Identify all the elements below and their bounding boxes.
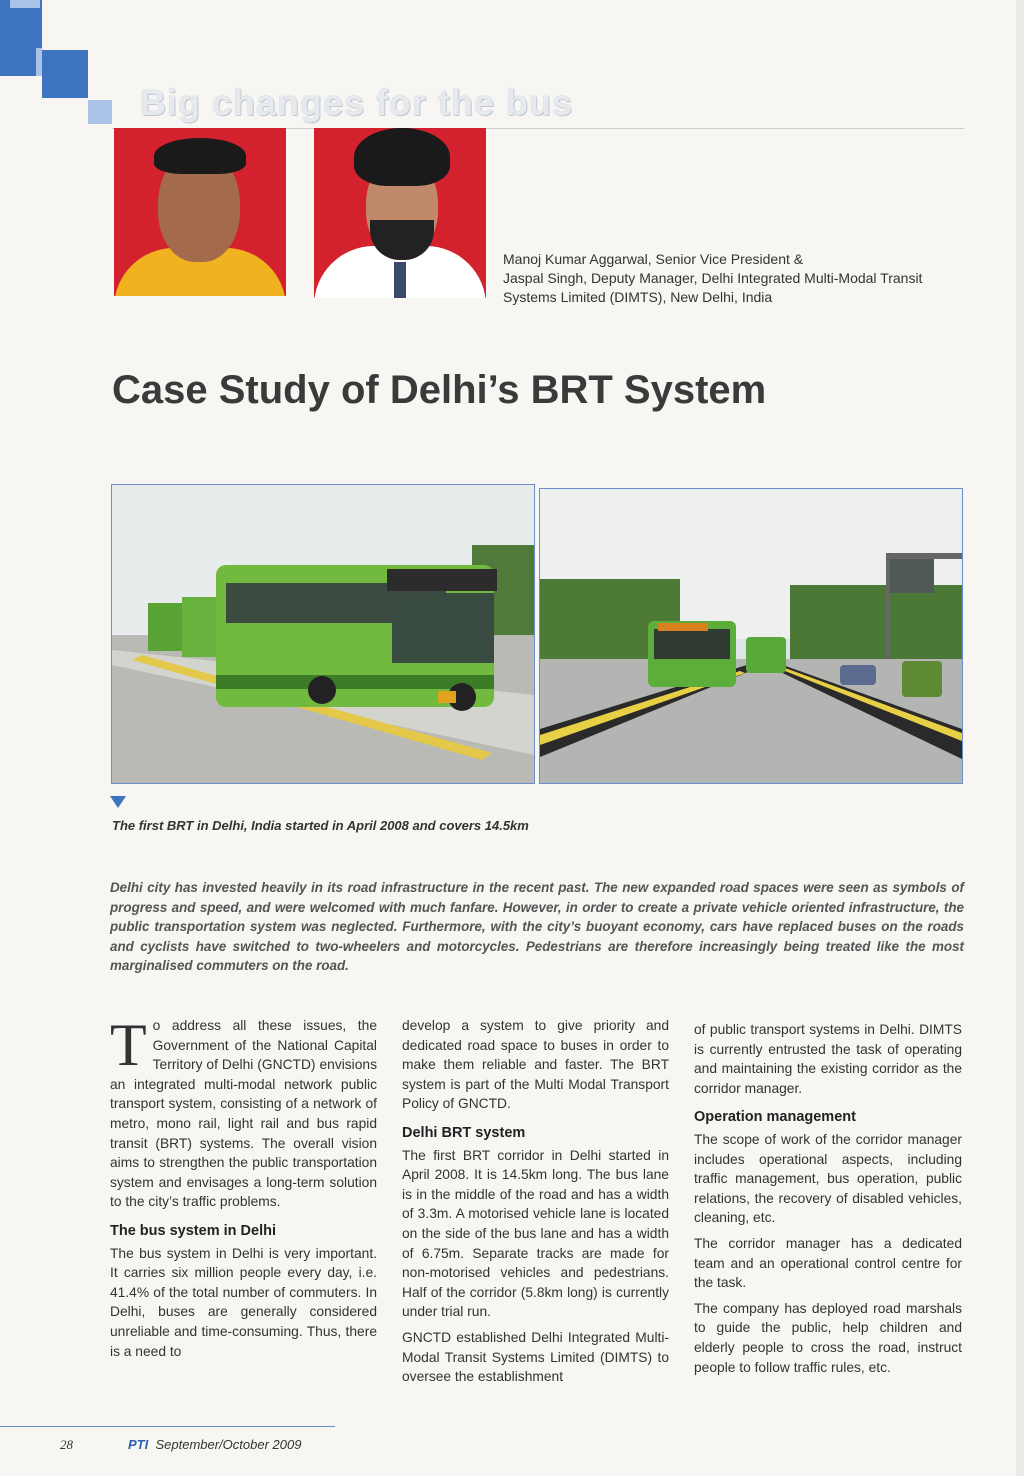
paragraph: develop a system to give priority and dedicated road space to buses in order to make them reliable and faster. The BRT system is part of the Multi Modal Transport Policy of GNCTD. xyxy=(402,1018,669,1112)
footer-rule xyxy=(0,1426,335,1427)
brt-bus-photo-2 xyxy=(539,488,963,784)
corner-square-decoration xyxy=(88,100,112,124)
caption-marker-icon xyxy=(110,796,126,808)
body-column-2 xyxy=(402,1016,669,1393)
corner-square-decoration xyxy=(0,48,36,76)
issue-date: September/October 2009 xyxy=(155,1437,302,1452)
corner-square-decoration xyxy=(36,48,42,76)
drop-cap: T xyxy=(110,1012,147,1078)
paragraph: of public transport systems in Delhi. DIMTS is currently entrusted the task of operating and maintaining the existing corridor as the corridor manager. xyxy=(694,1022,962,1096)
body-column-3 xyxy=(694,1020,962,1383)
subheading: Operation management xyxy=(694,1109,856,1126)
paragraph: The bus system in Delhi is very important. It carries six million people every day, i.e. 41.4% of the total number of commuters. In Delhi, buses are generally considered unreliable and time-consuming. Thus, there is a need to xyxy=(110,1245,377,1359)
article-abstract: Delhi city has invested heavily in its road infrastructure in the recent past. The new expanded road spaces were seen as symbols of progress and speed, and were welcomed with much fanfare. However, in order to create a private vehicle oriented infrastructure, the public transportation system was neglected. Furthermore, with the city’s buoyant economy, cars have replaced buses on the roads and cyclists have switched to two-wheelers and motorcycles. Pedestrians are therefore increasingly being treated like the most marginalised commuters on the road. xyxy=(110,880,964,973)
corner-square-decoration xyxy=(42,50,88,98)
author-line-2: Jaspal Singh, Deputy Manager, Delhi Integrated Multi-Modal Transit xyxy=(503,270,923,286)
subheading: The bus system in Delhi xyxy=(110,1222,276,1239)
paragraph: GNCTD established Delhi Integrated Multi-Modal Transit Systems Limited (DIMTS) to oversee the establishment xyxy=(402,1329,669,1385)
brt-bus-photo-1 xyxy=(111,484,535,784)
page-number: 28 xyxy=(60,1437,73,1452)
publication-name: PTI xyxy=(128,1437,149,1452)
paragraph-text: o address all these issues, the Government of the National Capital Territory of Delhi (GNCTD) envisions an integrated multi-modal network public transport system, consisting of a network of metro, mono rail, light rail and bus rapid transit (BRT) systems. The overall vision aims to strengthen the public transportation system and envisages a long-term solution to the city’s traffic problems. xyxy=(110,1018,377,1210)
paragraph: The corridor manager has a dedicated team and an operational control centre for the task. xyxy=(694,1235,962,1291)
author-line-1: Manoj Kumar Aggarwal, Senior Vice President & xyxy=(503,251,804,267)
paragraph: The company has deployed road marshals to guide the public, help children and elderly people to cross the road, instruct people to follow traffic rules, etc. xyxy=(694,1300,962,1375)
photo-caption: The first BRT in Delhi, India started in April 2008 and covers 14.5km xyxy=(112,818,529,833)
author-line-3: Systems Limited (DIMTS), New Delhi, India xyxy=(503,289,773,305)
section-title: Big changes for the bus xyxy=(140,82,574,123)
footer-publication xyxy=(128,1437,301,1452)
subheading: Delhi BRT system xyxy=(402,1124,526,1141)
page-edge xyxy=(1016,0,1024,1476)
paragraph xyxy=(110,1012,377,1212)
author-photo-1 xyxy=(114,128,286,296)
article-headline: Case Study of Delhi’s BRT System xyxy=(112,368,767,412)
paragraph: The first BRT corridor in Delhi started in April 2008. It is 14.5km long. The bus lane is in the middle of the road and has a width of 3.3m. A motorised vehicle lane is located on the side of the bus lane and has a width of 6.75m. Separate tracks are made for non-motorised vehicles and pedestrians. Half of the corridor (5.8km long) is currently under trial run. xyxy=(402,1147,669,1320)
paragraph: The scope of work of the corridor manager includes operational aspects, including traffic management, bus operation, public relations, the recovery of disabled vehicles, cleaning, etc. xyxy=(694,1131,962,1226)
author-photo-2 xyxy=(314,128,486,298)
body-column-1 xyxy=(110,1012,377,1367)
corner-square-decoration xyxy=(10,0,40,8)
